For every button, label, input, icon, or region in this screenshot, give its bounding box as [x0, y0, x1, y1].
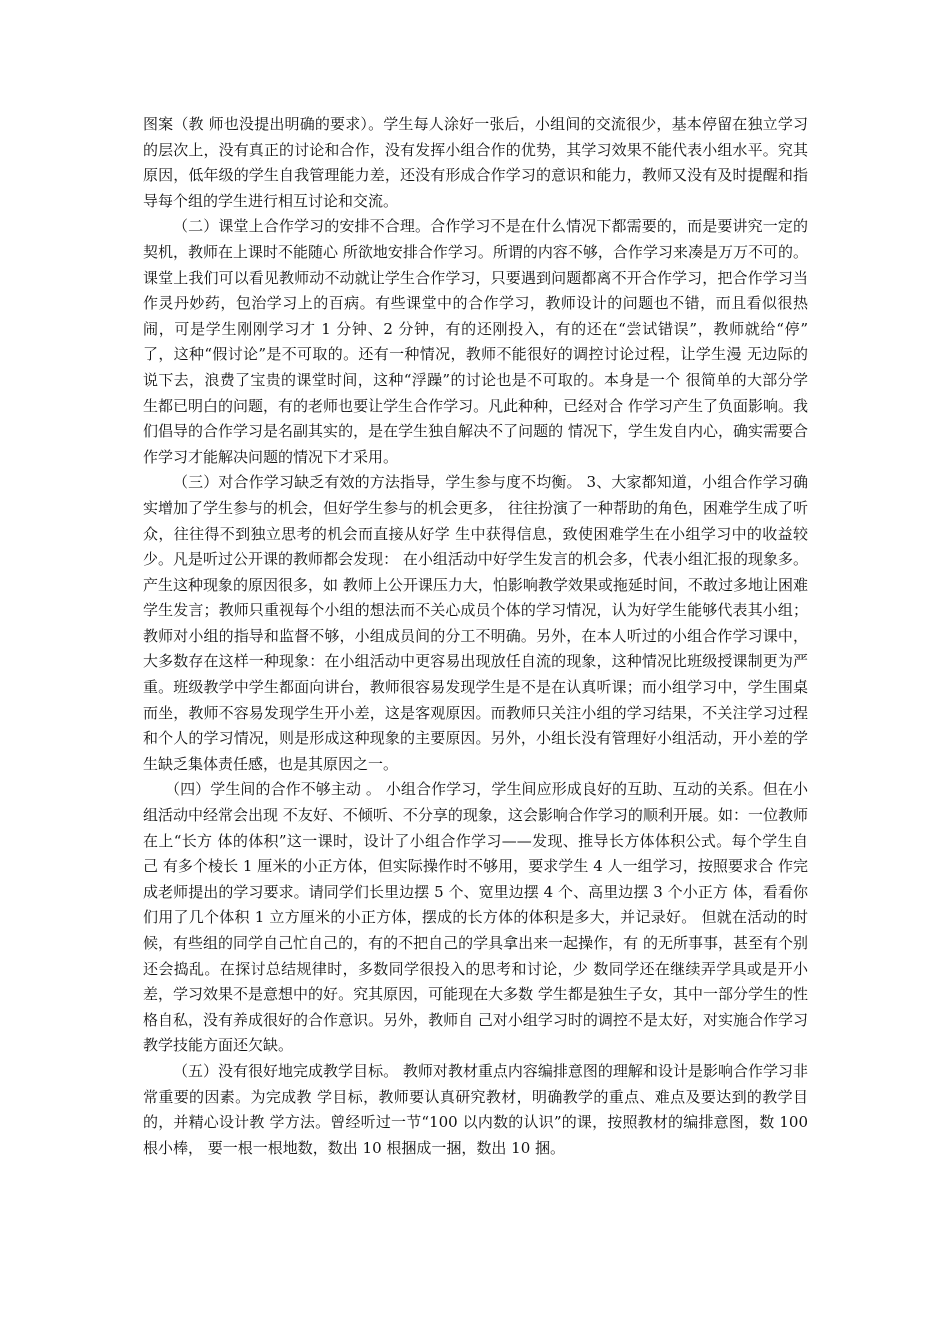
paragraph-2-section-two: （二）课堂上合作学习的安排不合理。合作学习不是在什么情况下都需要的，而是要讲究一定的契机，教师在上课时不能随心 所欲地安排合作学习。所谓的内容不够，合作学习来凑是万万不可的。课堂上我们可以看见教师动不动就让学生合作学习，只要遇到问题都离不开合作学习，把合作学习当作灵丹妙药，包治学习上的百病。有些课堂中的合作学习，教师设计的问题也不错，而且看似很热闹，可是学生刚刚学习才 1 分钟、2 分钟，有的还刚投入，有的还在“尝试错误”，教师就给“停” 了，这种“假讨论”是不可取的。还有一种情况，教师不能很好的调控讨论过程，让学生漫 无边际的说下去，浪费了宝贵的课堂时间，这种“浮躁”的讨论也是不可取的。本身是一个 很简单的大部分学生都已明白的问题，有的老师也要让学生合作学习。凡此种种，已经对合 作学习产生了负面影响。我们倡导的合作学习是名副其实的，是在学生独自解决不了问题的 情况下，学生发自内心，确实需要合作学习才能解决问题的情况下才采用。 — [143, 217, 808, 466]
paragraph-4-section-four: （四）学生间的合作不够主动 。 小组合作学习，学生间应形成良好的互助、互动的关系。但在小组活动中经常会出现 不友好、不倾听、不分享的现象，这会影响合作学习的顺利开展。如：一位教师在上“长方 体的体积”这一课时，设计了小组合作学习——发现、推导长方体体积公式。每个学生自己 有多个棱长 1 厘米的小正方体，但实际操作时不够用，要求学生 4 人一组学习，按照要求合 作完成老师提出的学习要求。请同学们长里边摆 5 个、宽里边摆 4 个、高里边摆 3 个小正方 体，看看你们用了几个体积 1 立方厘米的小正方体，摆成的长方体的体积是多大，并记录好。 但就在活动的时候，有些组的同学自己忙自己的，有的不把自己的学具拿出来一起操作，有 的无所事事，甚至有个别还会捣乱。在探讨总结规律时，多数同学很投入的思考和讨论，少 数同学还在继续弄学具或是开小差，学习效果不是意想中的好。究其原因，可能现在大多数 学生都是独生子女，其中一部分学生的性格自私，没有养成很好的合作意识。另外，教师自 己对小组学习时的调控不是太好，对实施合作学习教学技能方面还欠缺。 — [143, 780, 808, 1055]
document-page — [143, 112, 808, 1161]
paragraph-3-section-three: （三）对合作学习缺乏有效的方法指导，学生参与度不均衡。 3、大家都知道，小组合作学习确实增加了学生参与的机会，但好学生参与的机会更多， 往往扮演了一种帮助的角色，困难学生成了听众，往往得不到独立思考的机会而直接从好学 生中获得信息，致使困难学生在小组学习中的收益较少。凡是听过公开课的教师都会发现： 在小组活动中好学生发言的机会多，代表小组汇报的现象多。产生这种现象的原因很多，如 教师上公开课压力大，怕影响教学效果或拖延时间，不敢过多地让困难学生发言；教师只重视每个小组的想法而不关心成员个体的学习情况，认为好学生能够代表其小组；教师对小组的指导和监督不够，小组成员间的分工不明确。另外，在本人听过的小组合作学习课中，大多数存在这样一种现象：在小组活动中更容易出现放任自流的现象，这种情况比班级授课制更为严重。班级教学中学生都面向讲台，教师很容易发现学生是不是在认真听课；而小组学习中，学生围桌而坐，教师不容易发现学生开小差，这是客观原因。而教师只关注小组的学习结果，不关注学习过程和个人的学习情况，则是形成这种现象的主要原因。另外，小组长没有管理好小组活动，开小差的学生缺乏集体责任感，也是其原因之一。 — [143, 473, 808, 773]
paragraph-1: 图案（教 师也没提出明确的要求）。学生每人涂好一张后，小组间的交流很少，基本停留在独立学习的层次上，没有真正的讨论和合作，没有发挥小组合作的优势，其学习效果不能代表小组水平。究其原因，低年级的学生自我管理能力差，还没有形成合作学习的意识和能力，教师又没有及时提醒和指导每个组的学生进行相互讨论和交流。 — [143, 115, 808, 210]
paragraph-5-section-five: （五）没有很好地完成教学目标。 教师对教材重点内容编排意图的理解和设计是影响合作学习非常重要的因素。为完成教 学目标，教师要认真研究教材，明确教学的重点、难点及要达到的教学目的，并精心设计教 学方法。曾经听过一节“100 以内数的认识”的课，按照教材的编排意图，数 100 根小棒， 要一根一根地数，数出 10 根捆成一捆，数出 10 捆。 — [143, 1061, 808, 1157]
